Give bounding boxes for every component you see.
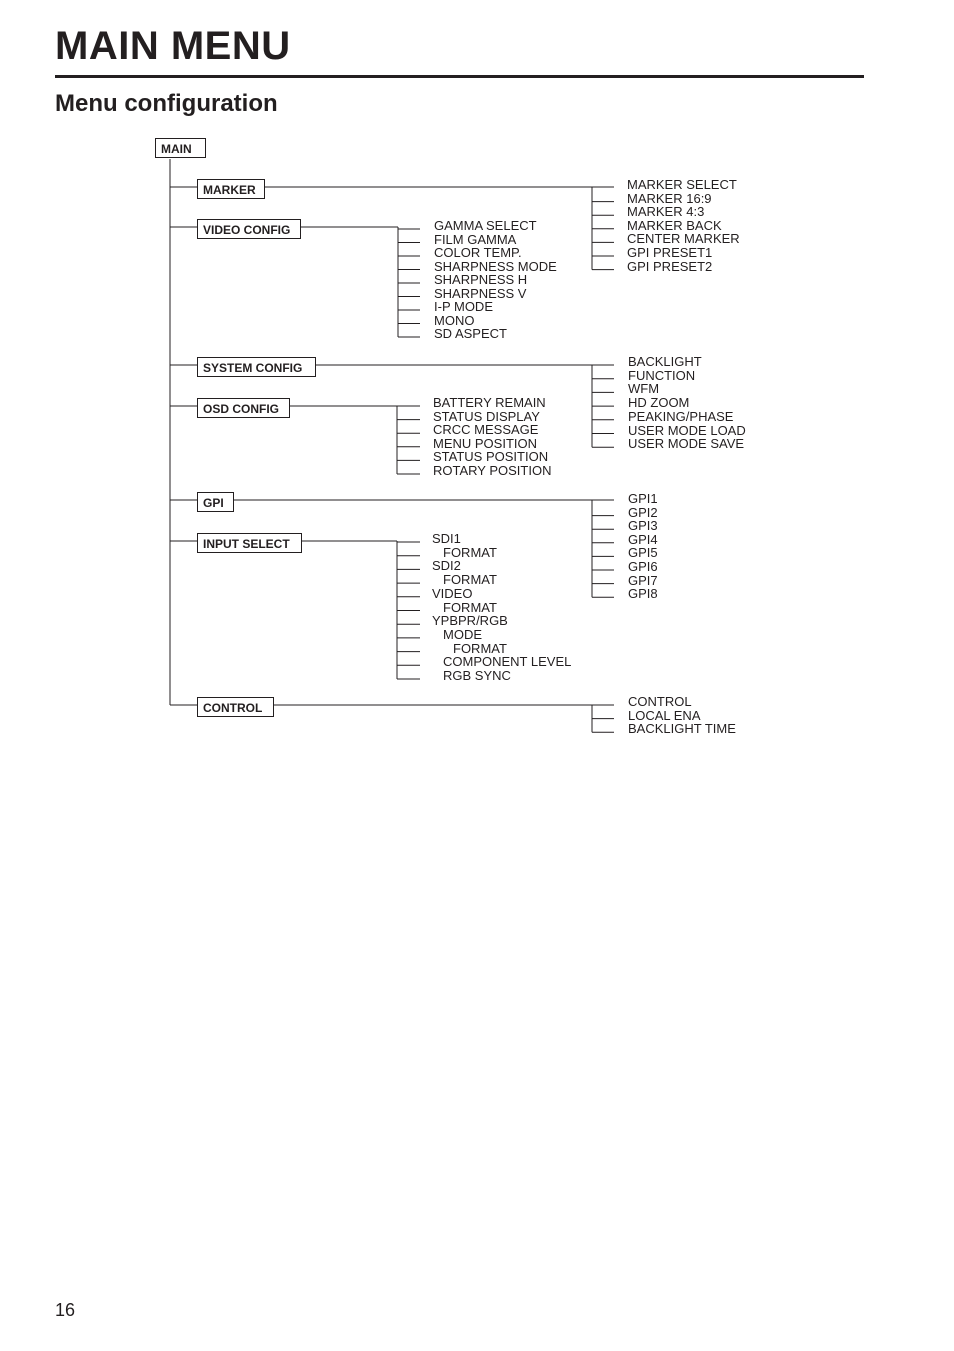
item-input-select-sdi1: SDI1 xyxy=(432,531,461,546)
item-control-backlight-time: BACKLIGHT TIME xyxy=(628,721,736,737)
page-number: 16 xyxy=(55,1300,76,1320)
item-video-config-sharpness-h: SHARPNESS H xyxy=(434,272,528,287)
page-title: MAIN MENU xyxy=(55,24,291,68)
item-video-config-mono: MONO xyxy=(434,312,475,328)
item-control-control: CONTROL xyxy=(628,694,692,709)
item-input-select-component-level: COMPONENT LEVEL xyxy=(443,654,572,670)
item-osd-config-status-display: STATUS DISPLAY xyxy=(433,408,540,424)
item-osd-config-rotary-position: ROTARY POSITION xyxy=(433,463,552,478)
item-control-local-ena: LOCAL ENA xyxy=(628,707,701,723)
item-gpi-gpi1: GPI1 xyxy=(628,491,658,506)
item-osd-config-battery-remain: BATTERY REMAIN xyxy=(433,395,546,410)
item-input-select-sdi2: SDI2 xyxy=(432,558,461,574)
item-system-config-user-mode-save: USER MODE SAVE xyxy=(628,436,745,452)
item-gpi-gpi5: GPI5 xyxy=(628,545,658,561)
item-marker-marker-4-3: MARKER 4:3 xyxy=(627,204,705,220)
item-system-config-user-mode-load: USER MODE LOAD xyxy=(628,422,746,438)
menu-box-video-config: VIDEO CONFIG xyxy=(197,219,301,239)
item-system-config-hd-zoom: HD ZOOM xyxy=(628,395,690,411)
main-box: MAIN xyxy=(155,138,206,158)
item-video-config-sharpness-mode: SHARPNESS MODE xyxy=(434,258,557,274)
item-gpi-gpi2: GPI2 xyxy=(628,504,658,520)
menu-box-osd-config: OSD CONFIG xyxy=(197,398,290,418)
item-gpi-gpi8: GPI8 xyxy=(628,586,658,602)
item-video-config-film-gamma: FILM GAMMA xyxy=(434,231,517,247)
item-video-config-gamma-select: GAMMA SELECT xyxy=(434,218,537,233)
item-input-select-mode: MODE xyxy=(443,626,482,642)
item-video-config-i-p-mode: I-P MODE xyxy=(434,299,493,314)
item-gpi-gpi4: GPI4 xyxy=(628,531,658,547)
item-marker-marker-select: MARKER SELECT xyxy=(627,177,737,192)
item-marker-center-marker: CENTER MARKER xyxy=(627,231,740,247)
item-input-select-ypbpr-rgb: YPBPR/RGB xyxy=(432,613,508,629)
item-osd-config-menu-position: MENU POSITION xyxy=(433,435,538,451)
item-marker-gpi-preset1: GPI PRESET1 xyxy=(627,245,713,260)
item-video-config-sd-aspect: SD ASPECT xyxy=(434,326,507,341)
item-input-select-format: FORMAT xyxy=(443,599,497,615)
item-system-config-peaking-phase: PEAKING/PHASE xyxy=(628,408,734,424)
item-system-config-backlight: BACKLIGHT xyxy=(628,354,702,369)
item-input-select-format: FORMAT xyxy=(443,544,497,560)
item-osd-config-status-position: STATUS POSITION xyxy=(433,449,549,465)
menu-box-input-select: INPUT SELECT xyxy=(197,533,302,553)
item-gpi-gpi6: GPI6 xyxy=(628,559,658,574)
item-input-select-rgb-sync: RGB SYNC xyxy=(443,668,511,683)
menu-box-gpi: GPI xyxy=(197,492,234,512)
item-marker-marker-16-9: MARKER 16:9 xyxy=(627,190,712,206)
menu-box-system-config: SYSTEM CONFIG xyxy=(197,357,316,377)
item-system-config-function: FUNCTION xyxy=(628,367,696,383)
item-gpi-gpi3: GPI3 xyxy=(628,518,658,534)
item-video-config-sharpness-v: SHARPNESS V xyxy=(434,285,527,301)
item-marker-gpi-preset2: GPI PRESET2 xyxy=(627,258,713,274)
item-input-select-video: VIDEO xyxy=(432,585,473,601)
item-gpi-gpi7: GPI7 xyxy=(628,572,658,588)
item-input-select-format: FORMAT xyxy=(443,572,497,588)
item-input-select-format: FORMAT xyxy=(453,640,507,656)
menu-box-marker: MARKER xyxy=(197,179,265,199)
section-heading: Menu configuration xyxy=(55,90,278,117)
item-video-config-color-temp: COLOR TEMP. xyxy=(434,245,522,260)
item-system-config-wfm: WFM xyxy=(628,381,660,397)
item-marker-marker-back: MARKER BACK xyxy=(627,217,722,233)
item-osd-config-crcc-message: CRCC MESSAGE xyxy=(433,422,539,438)
menu-box-control: CONTROL xyxy=(197,697,274,717)
